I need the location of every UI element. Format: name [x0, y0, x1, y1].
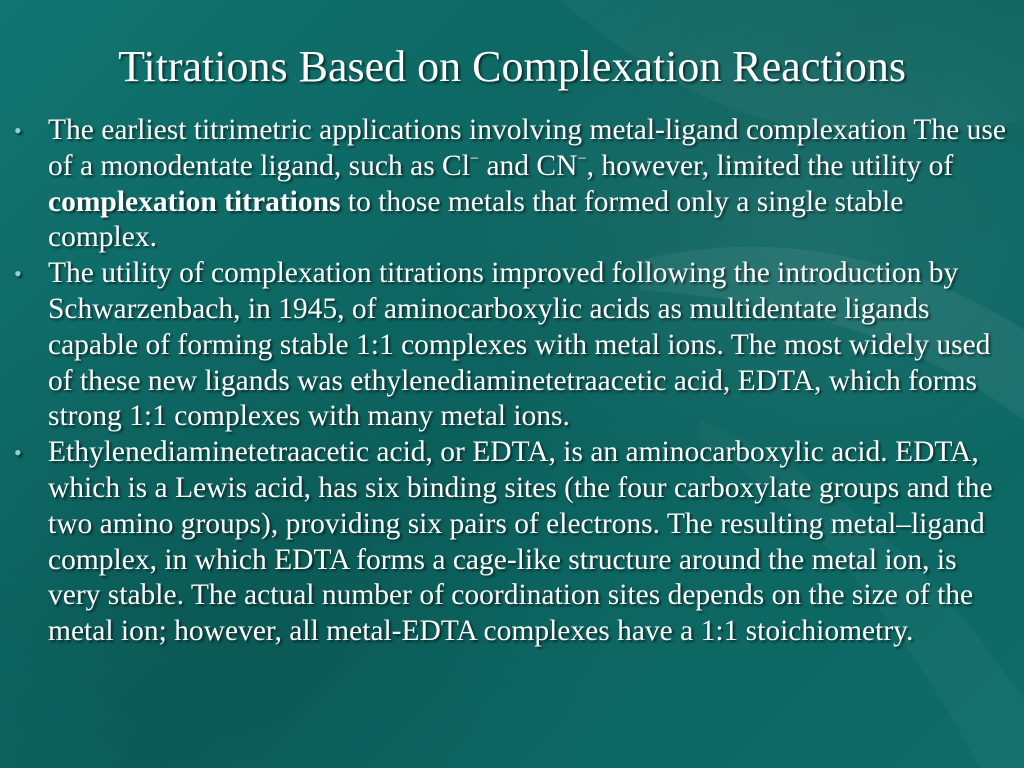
bullet-text: [48, 114, 1006, 253]
bullet-list: [14, 113, 1012, 650]
superscript-minus: −: [577, 149, 587, 168]
bullet-item: [14, 435, 1012, 650]
bullet-text-segment: and CN: [479, 149, 578, 182]
superscript-minus: −: [469, 149, 480, 168]
bullet-item: [14, 256, 1012, 435]
bullet-text: The utility of complexation titrations improved following the introduction by Schwarzenbach, in 1945, of aminocarboxylic acids as multidentate ligands capable of forming stable 1:1 complexes with metal ions. The most widely used of these new ligands was ethylenediaminetetraacetic acid, EDTA, which forms strong 1:1 complexes with many metal ions.: [48, 257, 991, 433]
bullet-text-segment: The earliest titrimetric applications involving metal-ligand complexation The use of a monodentate ligand, such as Cl: [48, 114, 1006, 182]
bullet-text: Ethylenediaminetetraacetic acid, or EDTA, is an aminocarboxylic acid. EDTA, which is a Lewis acid, has six binding sites (the four carboxylate groups and the two amino groups), providing six pairs of electrons. The resulting metal–ligand complex, in which EDTA forms a cage-like structure around the metal ion, is very stable. The actual number of coordination sites depends on the size of the metal ion; however, all metal-EDTA complexes have a 1:1 stoichiometry.: [48, 436, 993, 648]
bullet-icon: •: [14, 440, 22, 466]
bullet-icon: •: [14, 261, 22, 287]
bullet-item: [14, 113, 1012, 256]
bold-term: complexation titrations: [48, 185, 341, 218]
bullet-text-segment: to those metals that formed only a single stable complex.: [48, 185, 904, 254]
bullet-icon: •: [14, 118, 22, 143]
bullet-text-segment: , however, limited the utility of: [586, 149, 954, 182]
slide-title: Titrations Based on Complexation Reactions: [118, 42, 906, 91]
